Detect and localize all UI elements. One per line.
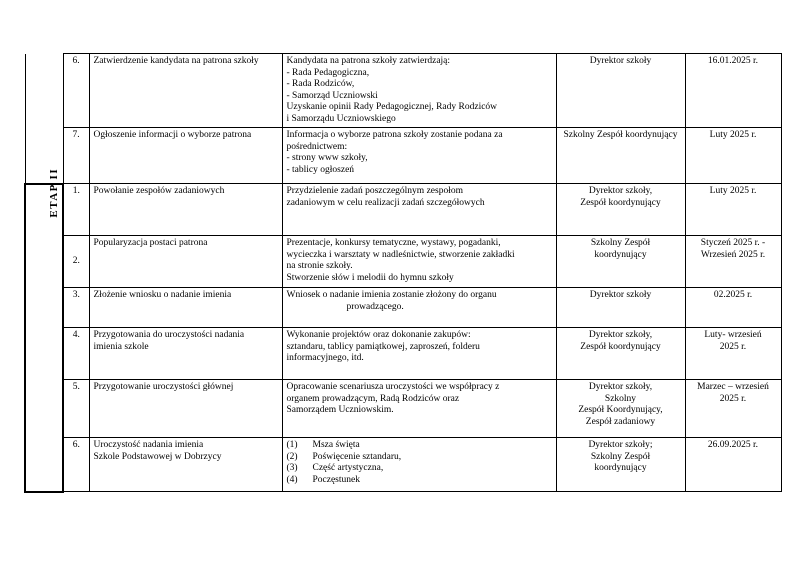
table-row [25, 288, 781, 328]
table-row [25, 54, 781, 128]
stage-label: ETAP II [48, 167, 61, 218]
row-number: 5. [63, 380, 89, 438]
description-cell: Wniosek o nadanie imienia zostanie złożony do organu prowadzącego. [282, 288, 556, 328]
row-number: 7. [63, 128, 89, 184]
responsible-cell: Szkolny Zespół koordynujący [556, 236, 685, 288]
date-cell: Marzec – wrzesień 2025 r. [685, 380, 781, 438]
date-cell: Luty 2025 r. [685, 128, 781, 184]
description-cell [282, 438, 556, 492]
list-item: (4) Poczęstunek [286, 474, 360, 485]
table-row [25, 380, 781, 438]
task-cell: Zatwierdzenie kandydata na patrona szkoły [89, 54, 282, 128]
date-cell: Luty- wrzesień 2025 r. [685, 328, 781, 380]
row-number: 3. [63, 288, 89, 328]
row-number: 4. [63, 328, 89, 380]
responsible-cell: Dyrektor szkoły, Zespół koordynujący [556, 184, 685, 236]
task-cell: Przygotowanie uroczystości głównej [89, 380, 282, 438]
table-row [25, 184, 781, 236]
description-cell: Przydzielenie zadań poszczególnym zespołom zadaniowym w celu realizacji zadań szczegółowych [282, 184, 556, 236]
responsible-cell: Dyrektor szkoły, Szkolny Zespół Koordynujący, Zespół zadaniowy [556, 380, 685, 438]
table-row [25, 328, 781, 380]
description-cell: Informacja o wyborze patrona szkoły zostanie podana za pośrednictwem: - strony www szkoły, - tablicy ogłoszeń [282, 128, 556, 184]
responsible-cell: Szkolny Zespół koordynujący [556, 128, 685, 184]
date-cell: 02.2025 r. [685, 288, 781, 328]
date-cell: 26.09.2025 r. [685, 438, 781, 492]
row-number: 2. [63, 236, 89, 288]
task-cell: Przygotowania do uroczystości nadania imienia szkole [89, 328, 282, 380]
date-cell: Luty 2025 r. [685, 184, 781, 236]
date-cell: 16.01.2025 r. [685, 54, 781, 128]
description-cell: Prezentacje, konkursy tematyczne, wystawy, pogadanki, wycieczka i warsztaty w nadleśnictwie, stworzenie zakładki na stronie szkoły. Stworzenie słów i melodii do hymnu szkoły [282, 236, 556, 288]
list-item: (3) Część artystyczna, [286, 463, 384, 473]
ordered-list [287, 440, 552, 486]
responsible-cell: Dyrektor szkoły [556, 54, 685, 128]
table-row [25, 236, 781, 288]
row-number: 6. [63, 438, 89, 492]
table-row [25, 438, 781, 492]
responsible-cell: Dyrektor szkoły, Zespół koordynujący [556, 328, 685, 380]
task-cell: Powołanie zespołów zadaniowych [89, 184, 282, 236]
responsible-cell: Dyrektor szkoły; Szkolny Zespół koordynujący [556, 438, 685, 492]
task-cell: Uroczystość nadania imienia Szkole Podstawowej w Dobrzycy [89, 438, 282, 492]
responsible-cell: Dyrektor szkoły [556, 288, 685, 328]
task-cell: Złożenie wniosku o nadanie imienia [89, 288, 282, 328]
table-row [25, 128, 781, 184]
description-cell: Kandydata na patrona szkoły zatwierdzają: - Rada Pedagogiczna, - Rada Rodziców, - Samorząd Uczniowski Uzyskanie opinii Rady Pedagogicznej, Rady Rodziców i Samorządu Uczniowskiego [282, 54, 556, 128]
row-number: 1. [63, 184, 89, 236]
description-cell: Wykonanie projektów oraz dokonanie zakupów: sztandaru, tablicy pamiątkowej, zaproszeń, folderu informacyjnego, itd. [282, 328, 556, 380]
stage-1-cell [25, 54, 63, 184]
date-cell: Styczeń 2025 r. - Wrzesień 2025 r. [685, 236, 781, 288]
row-number: 6. [63, 54, 89, 128]
schedule-table [24, 53, 782, 493]
task-cell: Ogłoszenie informacji o wyborze patrona [89, 128, 282, 184]
task-cell: Popularyzacja postaci patrona [89, 236, 282, 288]
stage-2-cell [25, 167, 63, 492]
list-item: (1) Msza święta [286, 440, 360, 450]
list-item: (2) Poświęcenie sztandaru, [286, 451, 402, 462]
description-cell: Opracowanie scenariusza uroczystości we współpracy z organem prowadzącym, Radą Rodziców oraz Samorządem Uczniowskim. [282, 380, 556, 438]
